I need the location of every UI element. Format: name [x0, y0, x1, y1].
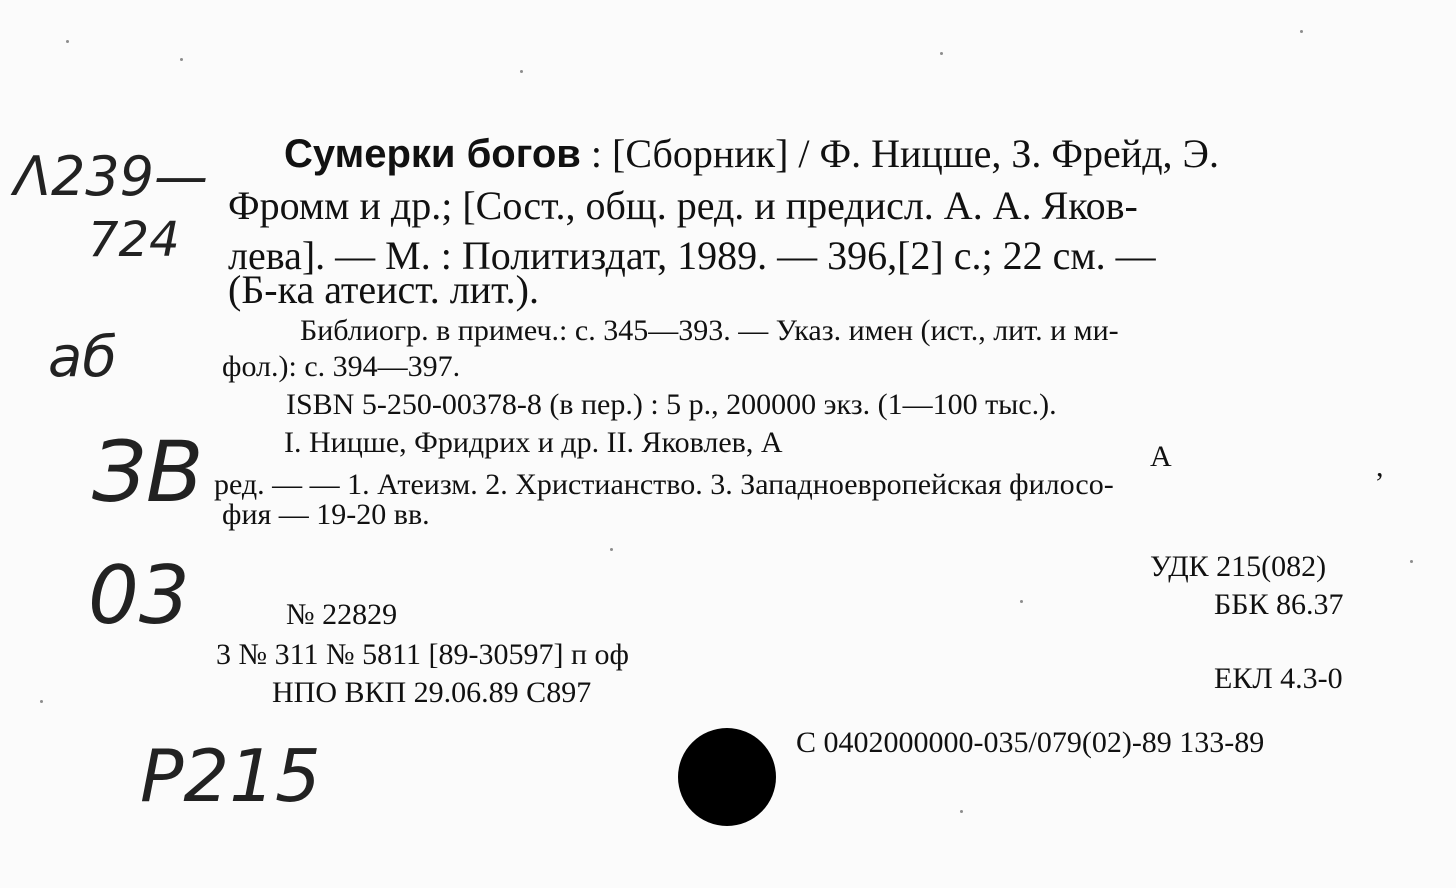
speck — [1020, 600, 1023, 603]
handwritten-mark-ab: аб — [48, 325, 117, 390]
entry-line-2: Фромм и др.; [Сост., общ. ред. и предисл. А. А. Яков- — [228, 183, 1138, 228]
entry-title: Сумерки богов — [284, 132, 581, 176]
speck — [960, 810, 963, 813]
handwritten-mark-zv: ЗВ — [92, 423, 204, 521]
punch-hole — [678, 728, 776, 826]
handwritten-shelf-mark-2: 724 — [88, 212, 180, 268]
speck — [1410, 560, 1413, 563]
handwritten-shelf-mark-1: Λ239— — [14, 145, 209, 208]
handwritten-mark-03: 03 — [88, 549, 190, 642]
npo-line: НПО ВКП 29.06.89 С897 — [272, 676, 592, 709]
speck — [180, 58, 183, 61]
card-number: № 22829 — [286, 598, 398, 631]
tracing-line-1: I. Ницше, Фридрих и др. II. Яковлев, А — [284, 426, 783, 459]
entry-line-1 — [284, 131, 1219, 176]
udk-index: УДК 215(082) — [1150, 550, 1327, 583]
bbk-index: ББК 86.37 — [1214, 588, 1344, 621]
print-order: 3 № 311 № 5811 [89-30597] п оф — [216, 638, 629, 671]
speck — [940, 52, 943, 55]
tracing-line-2: ред. — — 1. Атеизм. 2. Христианство. 3. Западноевропейская филосо- — [214, 468, 1114, 501]
speck — [520, 70, 523, 73]
biblio-note-1: Библиогр. в примеч.: с. 345—393. — Указ. имен (ист., лит. и ми- — [300, 314, 1119, 347]
ekl-index: ЕКЛ 4.3-0 — [1214, 662, 1343, 695]
handwritten-mark-p215: P215 — [140, 734, 321, 818]
tracing-comma: , — [1376, 450, 1384, 483]
speck — [66, 40, 69, 43]
speck — [1300, 30, 1303, 33]
tracing-line-3: фия — 19-20 вв. — [222, 498, 430, 531]
publisher-code: С 0402000000-035/079(02)-89 133-89 — [796, 726, 1265, 759]
tracing-line-1-tail: А — [1150, 440, 1172, 473]
entry-line-1-rest: : [Сборник] / Ф. Ницше, З. Фрейд, Э. — [580, 131, 1219, 176]
speck — [40, 700, 43, 703]
isbn-line: ISBN 5-250-00378-8 (в пер.) : 5 р., 200000 экз. (1—100 тыс.). — [286, 388, 1057, 421]
entry-line-4: (Б-ка атеист. лит.). — [228, 267, 539, 312]
speck — [610, 548, 613, 551]
biblio-note-2: фол.): с. 394—397. — [222, 350, 461, 383]
entry-line-3: лева]. — М. : Политиздат, 1989. — 396,[2] с.; 22 см. — — [228, 233, 1156, 278]
